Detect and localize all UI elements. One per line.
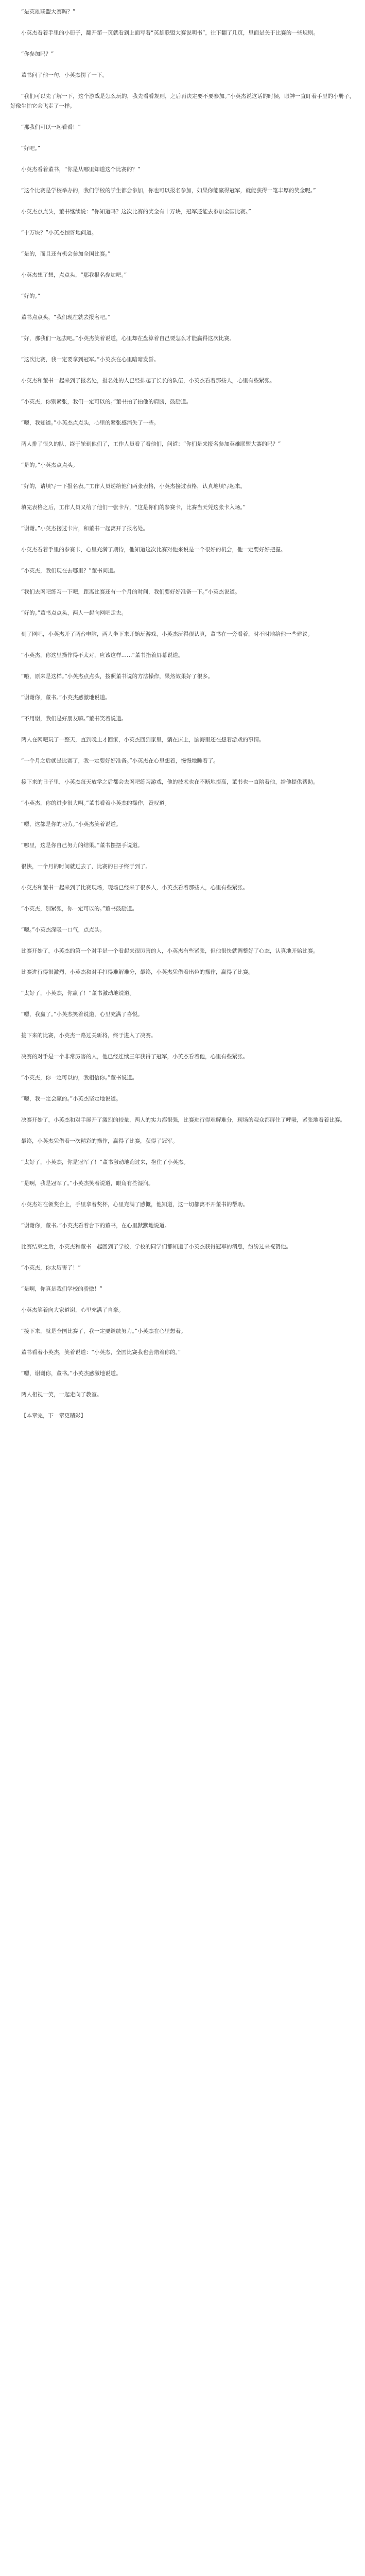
paragraph: 接下来的比赛，小英杰一路过关斩将，终于进入了决赛。 [21,1032,157,1039]
paragraph: “好吧。” [21,145,41,151]
paragraph: 接下来的日子里，小英杰每天放学之后都会去网吧练习游戏，他的技术也在不断地提高，董书也一直陪着他，给他提供帮助。 [21,779,319,785]
paragraph: 董书看着小英杰，笑着说道：“小英杰，全国比赛我也会陪着你的。” [21,1349,181,1355]
paragraph: 比赛进行得很激烈，小英杰和对手打得难解难分，最终，小英杰凭借着出色的操作，赢得了比赛。 [21,969,254,975]
paragraph: “接下来，就是全国比赛了，我一定要继续努力。”小英杰在心里想着。 [21,1328,186,1334]
paragraph: 小英杰看着手里的小册子，翻开第一页就看到上面写着“英雄联盟大赛说明书”，往下翻了几页，里面是关于比赛的一些规则。 [21,30,319,36]
paragraph: “是啊，你真是我们学校的骄傲！” [21,1286,102,1292]
paragraph: “是啊，我是冠军了。”小英杰笑着说道，眼角有些湿润。 [21,1180,154,1187]
paragraph: “嗯。”小英杰深吸一口气，点点头。 [21,927,106,933]
paragraph: 到了网吧，小英杰开了两台电脑，两人坐下来开始玩游戏，小英杰玩得很认真，董书在一旁看着，时不时地给他一些建议。 [21,631,313,637]
paragraph: “太好了，小英杰，你是冠军了！”董书激动地跑过来，抱住了小英杰。 [21,1159,189,1165]
paragraph: 小英杰点点头，董书继续说：“你知道吗？这次比赛的奖金有十万块，冠军还能去参加全国比赛。” [21,209,251,215]
paragraph: “好的。”董书点点头，两人一起向网吧走去。 [21,610,127,616]
paragraph: “这次比赛，我一定要拿到冠军。”小英杰在心里暗暗发誓。 [21,357,160,363]
paragraph: “嗯，这都是你的功劳。”小英杰笑着说道。 [21,821,121,827]
paragraph: “嗯，谢谢你，董书。”小英杰感激地说道。 [21,1370,121,1377]
paragraph: “我们去网吧练习一下吧，距离比赛还有一个月的时间，我们要好好准备一下。”小英杰说道。 [21,589,240,595]
paragraph: 小英杰和董书一起来到了比赛现场，现场已经来了很多人，小英杰看着那些人，心里有些紧张。 [21,885,248,891]
paragraph: 比赛结束之后，小英杰和董书一起回到了学校，学校的同学们都知道了小英杰获得冠军的消息，纷纷过来祝贺他。 [21,1244,291,1250]
paragraph: “是英雄联盟大赛吗？” [21,9,76,15]
paragraph: 小英杰看着手里的参赛卡，心里充满了期待，他知道这次比赛对他来说是一个很好的机会，他一定要好好把握。 [21,547,286,553]
paragraph: “小英杰，我们现在去哪里？”董书问道。 [21,568,119,574]
paragraph: “这个比赛是学校举办的，我们学校的学生都会参加，你也可以报名参加，如果你能赢得冠军，就能获得一笔丰厚的奖金呢。” [21,188,316,194]
paragraph: “哦，原来是这样。”小英杰点点头，按照董书说的方法操作，果然效果好了很多。 [21,673,214,680]
paragraph: “是的。”小英杰点点头。 [21,462,78,468]
paragraph: 董书点点头，“我们现在就去报名吧。” [21,314,111,320]
paragraph: 小英杰笑着向大家道谢，心里充满了自豪。 [21,1307,124,1313]
paragraph: “小英杰，你一定可以的，我相信你。”董书说道。 [21,1075,138,1081]
paragraph: “哪里，这是你自己努力的结果。”董书摆摆手说道。 [21,842,143,849]
paragraph: “好的，请填写一下报名表。”工作人员递给他们两张表格，小英杰接过表格，认真地填写起来。 [21,483,246,489]
paragraph: 比赛开始了，小英杰的第一个对手是一个看起来很厉害的人，小英杰有些紧张，但他很快就调整好了心态，认真地开始比赛。 [21,948,319,954]
paragraph: “小英杰，你的进步很大啊。”董书看着小英杰的操作，赞叹道。 [21,800,170,806]
paragraph: 两人在网吧玩了一整天，直到晚上才回家，小英杰回到家里，躺在床上，脑海里还在想着游戏的事情。 [21,737,265,743]
paragraph: “好，那我们一起去吧。”小英杰笑着说道，心里却在盘算着自己要怎么才能赢得这次比赛。 [21,335,235,342]
paragraph: 小英杰想了想，点点头，“那我报名参加吧。” [21,272,127,278]
paragraph: “那我们可以一起看看！” [21,124,81,130]
paragraph: 小英杰和董书一起来到了报名处，报名处的人已经排起了长长的队伍，小英杰看着那些人，心里有些紧张。 [21,378,275,384]
paragraph: 两人排了很久的队，终于轮到他们了，工作人员看了看他们，问道：“你们是来报名参加英雄联盟大赛的吗？” [21,441,281,447]
paragraph: 决赛开始了，小英杰和对手展开了激烈的较量，两人的实力都很强，比赛进行得难解难分，现场的观众都屏住了呼吸，紧张地看着比赛。 [21,1117,345,1123]
paragraph: 两人相视一笑，一起走向了教室。 [21,1392,102,1398]
paragraph: “一个月之后就是比赛了，我一定要好好准备。”小英杰在心里想着，慢慢地睡着了。 [21,758,219,764]
paragraph: “我们可以先了解一下，这个游戏是怎么玩的，我先看看规则，之后再决定要不要参加。”小英杰说这话的时候，眼神一直盯着手里的小册子，好像生怕它会飞走了一样。 [10,93,355,109]
paragraph: “小英杰，你别紧张，我们一定可以的。”董书拍了拍他的肩膀，鼓励道。 [21,399,192,405]
paragraph: 董书问了他一句，小英杰愣了一下。 [21,72,108,78]
paragraph: “小英杰，你太厉害了！” [21,1265,81,1271]
paragraph: “谢谢。”小英杰接过卡片，和董书一起离开了报名处。 [21,526,149,532]
paragraph: 小英杰看着董书，“你是从哪里知道这个比赛的？” [21,166,141,173]
paragraph: “嗯，我赢了。”小英杰笑着说道，心里充满了喜悦。 [21,1011,143,1018]
paragraph: “小英杰，你这里操作得不太对，应该这样……”董书指着屏幕说道。 [21,652,184,658]
paragraph: “小英杰，别紧张，你一定可以的。”董书鼓励道。 [21,906,138,912]
paragraph: 【本章完，下一章更精彩】 [21,1413,86,1419]
paragraph: “谢谢你，董书。”小英杰感激地说道。 [21,694,111,701]
paragraph: 填完表格之后，工作人员又给了他们一张卡片，“这是你们的参赛卡，比赛当天凭这张卡入场。” [21,504,246,511]
paragraph: “十万块？”小英杰惊讶地问道。 [21,230,97,236]
paragraph: 最终，小英杰凭借着一次精彩的操作，赢得了比赛，获得了冠军。 [21,1138,178,1144]
paragraph: “嗯，我知道。”小英杰点点头，心里的紧张感消失了一些。 [21,420,160,426]
paragraph: 小英杰站在领奖台上，手里拿着奖杯，心里充满了感慨，他知道，这一切都离不开董书的帮助。 [21,1201,248,1208]
paragraph: “你参加吗？” [21,51,54,57]
paragraph: “好的。” [21,293,41,299]
paragraph: “是的，而且还有机会参加全国比赛。” [21,251,111,257]
paragraph: “太好了，小英杰，你赢了！”董书激动地说道。 [21,990,135,996]
paragraph: 很快，一个月的时间就过去了，比赛的日子终于到了。 [21,863,151,870]
paragraph: “嗯，我一定会赢的。”小英杰坚定地说道。 [21,1096,121,1102]
paragraph: “谢谢你，董书。”小英杰看着台下的董书，在心里默默地说道。 [21,1223,170,1229]
paragraph: 决赛的对手是一个非常厉害的人，他已经连续三年获得了冠军，小英杰看着他，心里有些紧张。 [21,1054,248,1060]
paragraph: “不用谢，我们是好朋友嘛。”董书笑着说道。 [21,716,127,722]
